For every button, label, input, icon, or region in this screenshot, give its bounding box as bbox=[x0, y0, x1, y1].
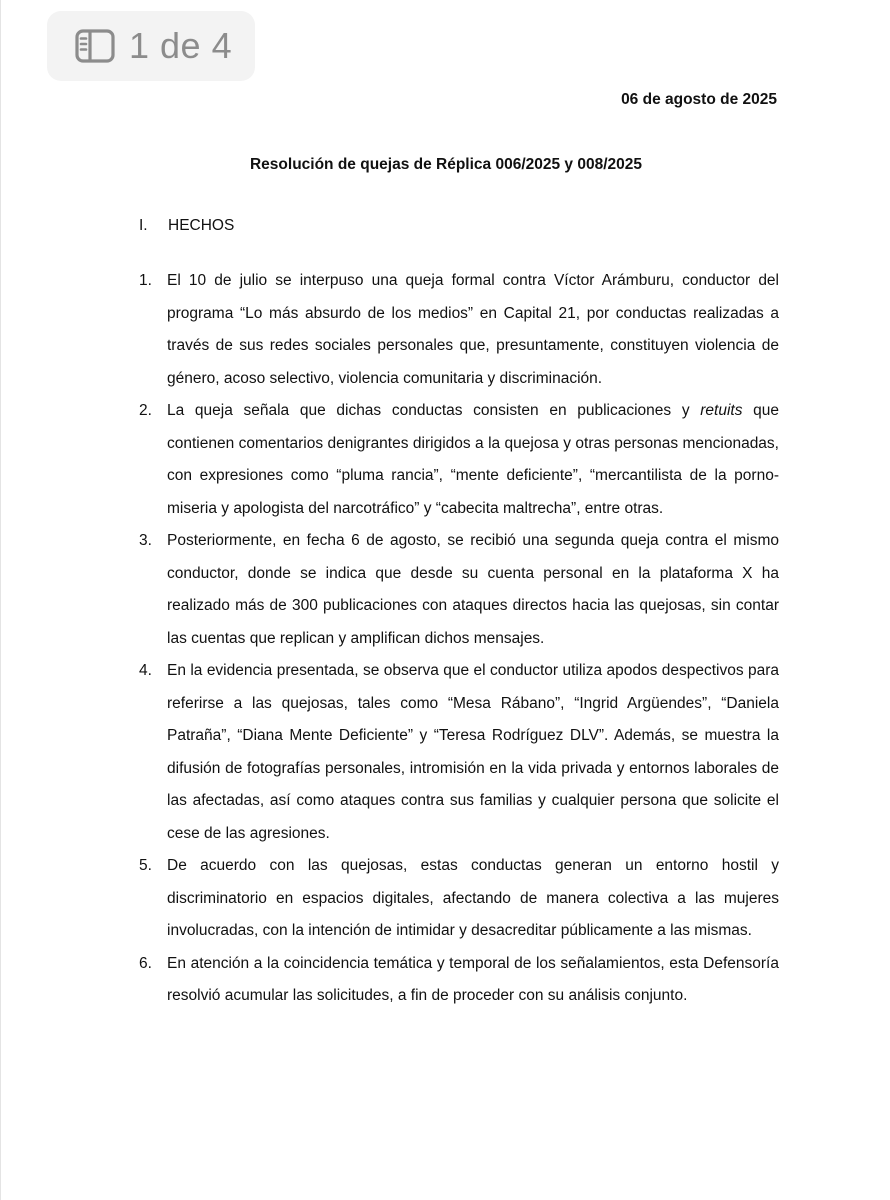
fact-item-4 bbox=[139, 655, 779, 850]
facts-list bbox=[139, 265, 779, 1013]
fact-item-1 bbox=[139, 265, 779, 395]
fact-item-2 bbox=[139, 395, 779, 525]
fact-item-6 bbox=[139, 948, 779, 1013]
fact-number: 6. bbox=[139, 954, 152, 972]
fact-text: De acuerdo con las quejosas, estas conductas generan un entorno hostil y discriminatorio en espacios digitales, afectando de manera colectiva a las mujeres involucradas, con la intención de intimidar y desacreditar públicamente a las mismas. bbox=[167, 857, 779, 939]
fact-item-5 bbox=[139, 850, 779, 948]
section-title: HECHOS bbox=[168, 217, 235, 234]
fact-number: 4. bbox=[139, 662, 152, 679]
section-number: I. bbox=[139, 217, 148, 234]
page-count-label: 1 de 4 bbox=[129, 25, 233, 66]
fact-number: 5. bbox=[139, 857, 152, 874]
fact-text-part: La queja señala que dichas conductas consisten en publicaciones y bbox=[167, 402, 701, 419]
sidebar-icon bbox=[75, 29, 115, 63]
page-indicator[interactable] bbox=[47, 11, 255, 81]
fact-text: En atención a la coincidencia temática y temporal de los señalamientos, esta Defensoría resolvió acumular las solicitudes, a fin de proceder con su análisis conjunto. bbox=[167, 954, 779, 1004]
fact-text-part: que contienen comentarios denigrantes dirigidos a la quejosa y otras personas mencionadas, con expresiones como “pluma rancia”, “mente deficiente”, “mercantilista de la porno-miseria y apologista del narcotráfico” y “cabecita maltrecha”, entre otras. bbox=[167, 402, 779, 517]
section-heading bbox=[139, 217, 234, 235]
fact-item-3 bbox=[139, 525, 779, 655]
document-date: 06 de agosto de 2025 bbox=[621, 91, 777, 108]
fact-number: 1. bbox=[139, 272, 152, 289]
document-title: Resolución de quejas de Réplica 006/2025 y 008/2025 bbox=[249, 156, 643, 173]
fact-text-italic: retuits bbox=[700, 402, 743, 419]
fact-text: En la evidencia presentada, se observa que el conductor utiliza apodos despectivos para referirse a las quejosas, tales como “Mesa Rábano”, “Ingrid Argüendes”, “Daniela Patraña”, “Diana Mente Deficiente” y “Teresa Rodríguez DLV”. Además, se muestra la difusión de fotografías personales, intromisión en la vida privada y entornos laborales de las afectadas, así como ataques contra sus familias y cualquier persona que solicite el cese de las agresiones. bbox=[167, 662, 779, 842]
fact-text bbox=[167, 402, 779, 517]
fact-number: 2. bbox=[139, 402, 152, 419]
fact-number: 3. bbox=[139, 532, 152, 549]
fact-text: Posteriormente, en fecha 6 de agosto, se recibió una segunda queja contra el mismo conductor, donde se indica que desde su cuenta personal en la plataforma X ha realizado más de 300 publicaciones con ataques directos hacia las quejosas, sin contar las cuentas que replican y amplifican dichos mensajes. bbox=[167, 532, 779, 647]
fact-text: El 10 de julio se interpuso una queja formal contra Víctor Arámburu, conductor del programa “Lo más absurdo de los medios” en Capital 21, por conductas realizadas a través de sus redes sociales personales que, presuntamente, constituyen violencia de género, acoso selectivo, violencia comunitaria y discriminación. bbox=[167, 272, 779, 387]
